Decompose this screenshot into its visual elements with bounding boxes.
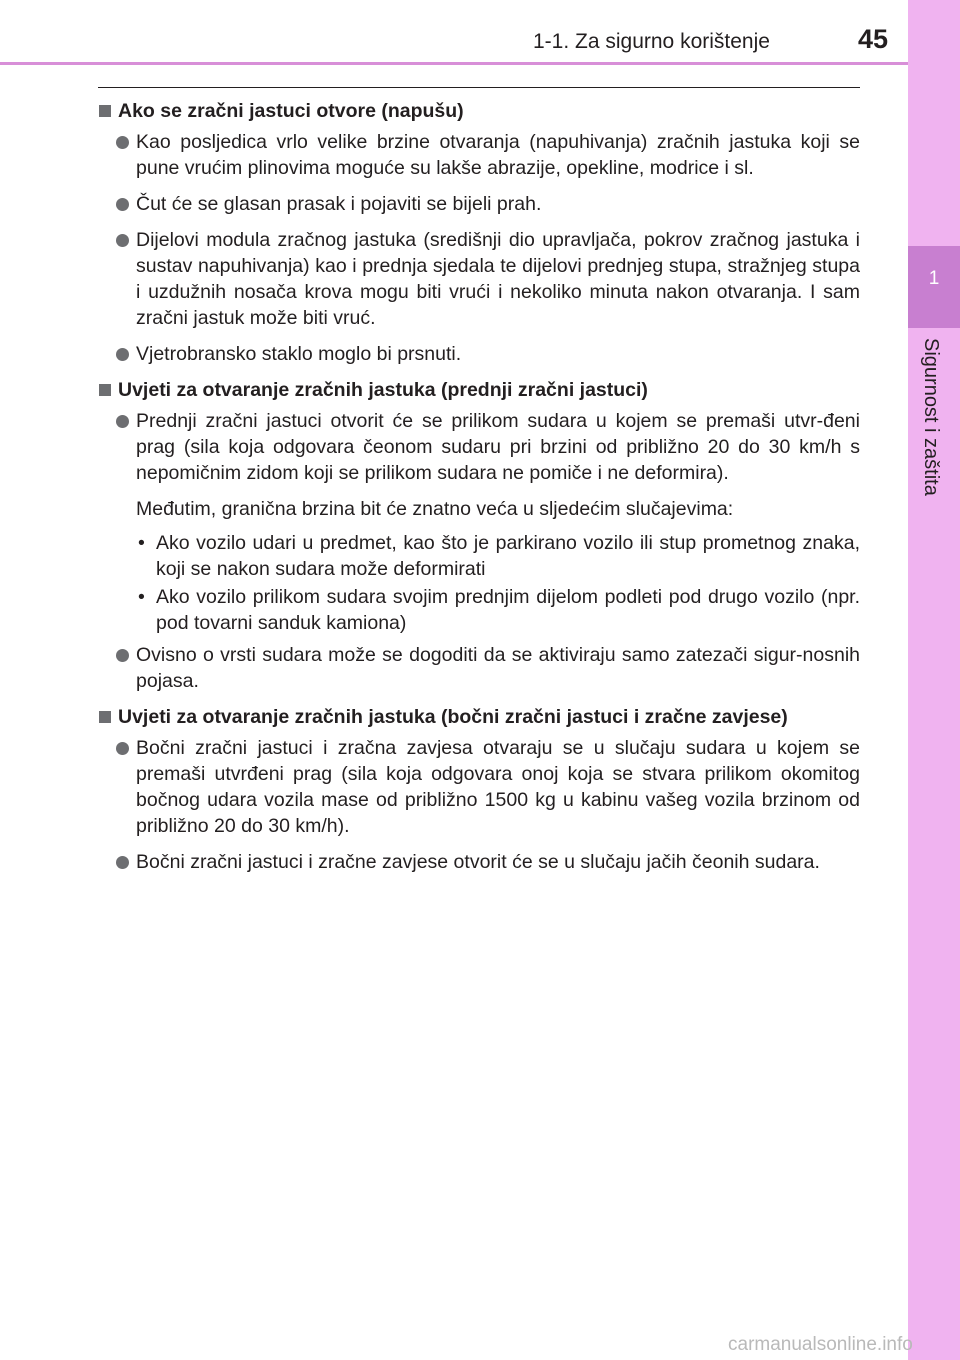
sub-list-text: Ako vozilo prilikom sudara svojim prednjim dijelom podleti pod drugo vozilo (npr. pod tovarni sanduk kamiona)	[156, 586, 860, 634]
chapter-title: Sigurnost i zaštita	[920, 338, 942, 496]
square-bullet-icon	[99, 384, 111, 396]
round-bullet-icon	[116, 742, 129, 755]
bullet-text: Prednji zračni jastuci otvorit će se prilikom sudara u kojem se premaši utvr-đeni prag (sila koja odgovara čeonom sudaru pri brzini od približno 20 do 30 km/h s nepomičnim zidom koji se prilikom sudara ne pomiče i ne deformira).	[136, 410, 860, 484]
header-section-title: 1-1. Za sigurno korištenje	[533, 30, 770, 53]
page-number: 45	[858, 24, 889, 54]
bullet-text: Vjetrobransko staklo moglo bi prsnuti.	[136, 343, 462, 365]
bullet-text: Bočni zračni jastuci i zračne zavjese otvorit će se u slučaju jačih čeonih sudara.	[136, 851, 820, 873]
bullet-item	[98, 227, 860, 331]
round-bullet-icon	[116, 649, 129, 662]
chapter-number: 1	[928, 268, 940, 289]
bullet-item	[98, 341, 860, 367]
bullet-item	[98, 129, 860, 181]
bullet-item	[98, 191, 860, 217]
bullet-item	[98, 642, 860, 694]
bullet-item	[98, 408, 860, 486]
sub-list-item	[98, 584, 860, 636]
bullet-text: Dijelovi modula zračnog jastuka (središnji dio upravljača, pokrov zračnog jastuka i sustav napuhivanja) kao i prednja sjedala te dijelovi prednjeg stupa, stražnjeg stupa i uzdužnih nosača krova mogu biti vrući i nekoliko minuta nakon otvaranja. I sam zračni jastuk može biti vruć.	[136, 229, 860, 329]
bullet-text: Kao posljedica vrlo velike brzine otvaranja (napuhivanja) zračnih jastuka koji se pune vrućim plinovima moguće su lakše abrazije, opekline, modrice i sl.	[136, 131, 860, 179]
bullet-text: Bočni zračni jastuci i zračna zavjesa otvaraju se u slučaju sudara u kojem se premaši utvrđeni prag (sila koja odgovara onoj koja se stvara prilikom okomitog bočnog udara vozila mase od približno 1500 kg u kabinu vašeg vozila brzinom od približno 20 do 30 km/h).	[136, 737, 860, 837]
header-rule	[0, 62, 908, 65]
round-bullet-icon	[116, 856, 129, 869]
sub-list-item	[98, 530, 860, 582]
section-heading-text: Ako se zračni jastuci otvore (napušu)	[118, 100, 464, 122]
round-bullet-icon	[116, 415, 129, 428]
bullet-text: Ovisno o vrsti sudara može se dogoditi da se aktiviraju samo zatezači sigur-nosnih pojasa.	[136, 644, 860, 692]
round-bullet-icon	[116, 348, 129, 361]
section-heading	[98, 98, 860, 124]
section-heading-text: Uvjeti za otvaranje zračnih jastuka (bočni zračni jastuci i zračne zavjese)	[118, 706, 788, 728]
section-heading-text: Uvjeti za otvaranje zračnih jastuka (prednji zračni jastuci)	[118, 379, 648, 401]
small-bullet-icon: •	[138, 586, 145, 608]
sub-list-text: Ako vozilo udari u predmet, kao što je parkirano vozilo ili stup prometnog znaka, koji se nakon sudara može deformirati	[156, 532, 860, 580]
round-bullet-icon	[116, 136, 129, 149]
square-bullet-icon	[99, 105, 111, 117]
content-top-rule	[98, 87, 860, 88]
chapter-side-tab	[908, 0, 960, 1360]
paragraph: Međutim, granična brzina bit će znatno veća u sljedećim slučajevima:	[136, 498, 734, 520]
watermark: carmanualsonline.info	[728, 1334, 913, 1355]
section-heading	[98, 704, 860, 730]
page-content	[98, 92, 860, 885]
section-heading	[98, 377, 860, 403]
small-bullet-icon: •	[138, 532, 145, 554]
bullet-item	[98, 735, 860, 839]
round-bullet-icon	[116, 234, 129, 247]
round-bullet-icon	[116, 198, 129, 211]
bullet-item	[98, 849, 860, 875]
bullet-text: Čut će se glasan prasak i pojaviti se bijeli prah.	[136, 193, 542, 215]
square-bullet-icon	[99, 711, 111, 723]
